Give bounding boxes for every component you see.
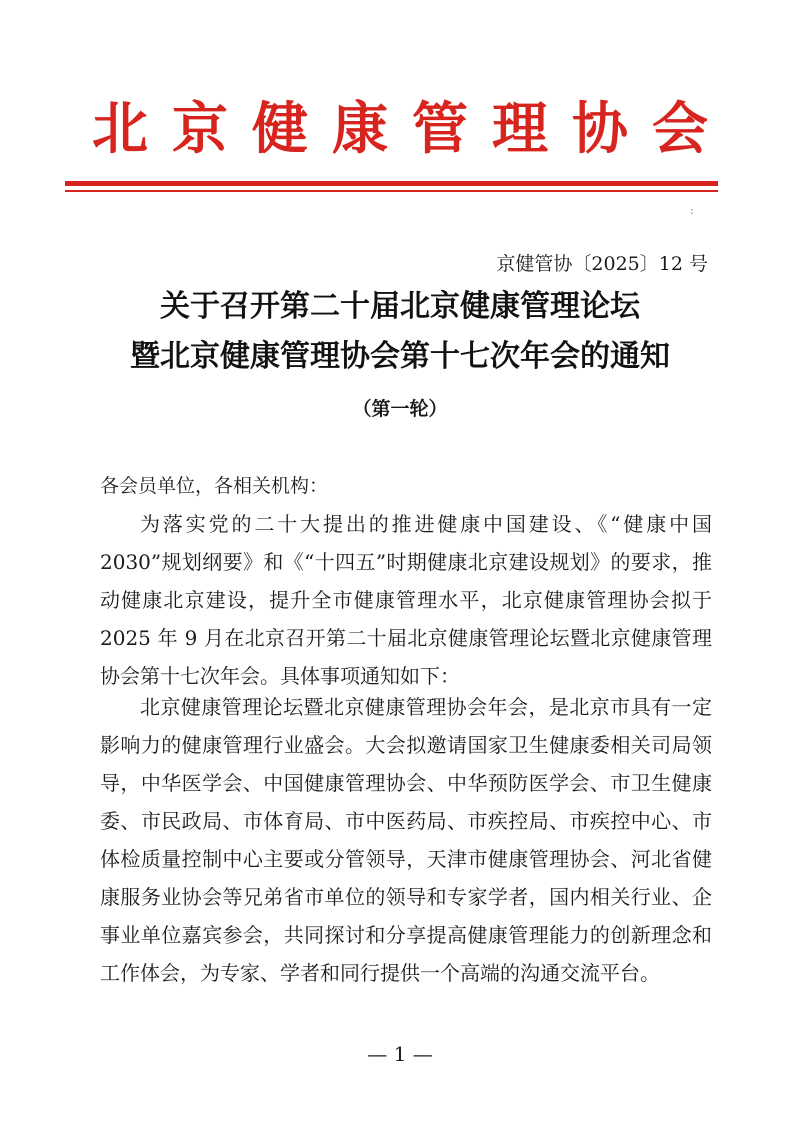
document-number: 京健管协〔2025〕12 号 — [496, 253, 708, 275]
organization-header: 北京健康管理协会 — [92, 97, 732, 162]
round-label: （第一轮） — [352, 398, 448, 420]
document-title-line-2: 暨北京健康管理协会第十七次年会的通知 — [130, 339, 670, 374]
header-red-rule-thick — [65, 181, 718, 186]
header-red-rule-thin — [65, 190, 718, 192]
body-paragraph-2: 北京健康管理论坛暨北京健康管理协会年会，是北京市具有一定影响力的健康管理行业盛会。大会拟邀请国家卫生健康委相关司局领导，中华医学会、中国健康管理协会、中华预防医学会、市卫生健康委、市民政局、市体育局、市中医药局、市疾控局、市疾控中心、市体检质量控制中心主要或分管领导，天津市健康管理协会、河北省健康服务业协会等兄弟省市单位的领导和专家学者，国内相关行业、企事业单位嘉宾参会，共同探讨和分享提高健康管理能力的创新理念和工作体会，为专家、学者和同行提供一个高端的沟通交流平台。 — [100, 695, 712, 985]
page-number: — 1 — — [367, 1042, 433, 1066]
margin-mark: : — [690, 204, 694, 217]
document-title-line-1: 关于召开第二十届北京健康管理论坛 — [160, 289, 640, 324]
salutation: 各会员单位，各相关机构： — [100, 475, 329, 497]
body-paragraph-1: 为落实党的二十大提出的推进健康中国建设、《“健康中国2030”规划纲要》和《“十四五”时期健康北京建设规划》的要求，推动健康北京建设，提升全市健康管理水平，北京健康管理协会拟于 2025 年 9 月在北京召开第二十届北京健康管理论坛暨北京健康管理协会第十七次年会。具体事项通知如下： — [100, 512, 712, 688]
